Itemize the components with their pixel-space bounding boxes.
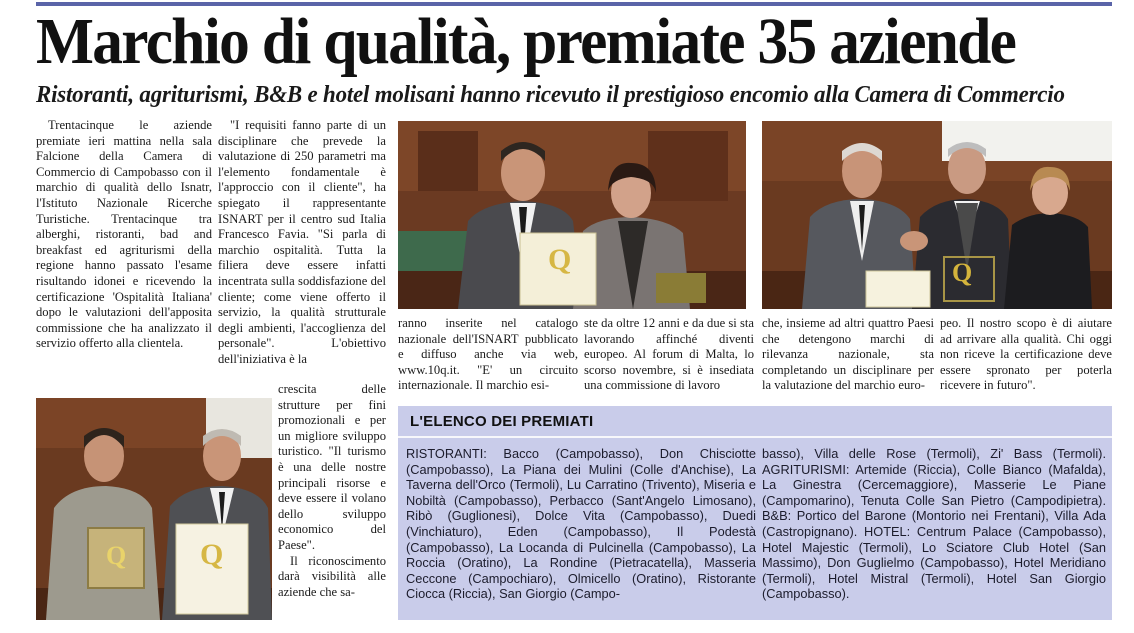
article-paragraph: "I requisiti fanno parte di un disciplinare che prevede la valutazione di 250 parametri ma l'elemento fondamentale è l'approccio con il cliente", ha spiegato il rappresentante ISNART per il centro sud Italia Francesco Favia. "Si parla di marchio ospitalità. Tutta la filiera deve essere infatti incentrata sulla soddisfazione del cliente; come viene offerto il servizio, la qualità strutturale degli ambienti, l'accoglienza del personale". L'obiettivo dell'iniziativa è la [218,118,386,366]
article-paragraph: peo. Il nostro scopo è di aiutare ad arrivare alla qualità. Chi oggi non riceve la certificazione deve essere spronato per poterla ricevere in futuro". [940,316,1112,393]
article-column-6 [940,316,1112,398]
article-column-5 [762,316,934,398]
photo-award-ceremony-3 [36,398,272,620]
winners-list-column-1: RISTORANTI: Bacco (Campobasso), Don Chisciotte (Campobasso), La Piana dei Mulini (Colle d'Anchise), La Taverna dell'Orco (Termoli), Lu Carratino (Trivento), Miseria e Nobiltà (Campobasso), Perbacco (Sant'Angelo Limosano), Ribò (Guglionesi), Dolce Vita (Campobasso), Duedi (Vinchiaturo), Eden (Campobasso), Il Podestà (Campobasso), La Locanda di Pulcinella (Campobasso), La Roccia (Oratino), La Rondine (Pietracatella), Masseria Ceccone (Campochiaro), Olmicello (Oratino), Ristorante Ciocca (Riccia), San Giorgio (Campo- [406,446,756,602]
plaque-logo: Q [106,541,127,570]
photo-award-ceremony-1 [398,121,746,309]
article-paragraph: ranno inserite nel catalogo nazionale dell'ISNART pubblicato e diffuso anche via web, www.10q.it. "E' un circuito internazionale. Il marchio esi- [398,316,578,393]
article-column-3 [398,316,578,398]
article-column-2-continued [278,382,386,622]
photo-award-ceremony-2 [762,121,1112,309]
article-paragraph: che, insieme ad altri quattro Paesi che detengono marchi di rilevanza nazionale, sta completando un disciplinare per la valutazione del marchio euro- [762,316,934,393]
article-column-2 [218,118,386,398]
subheadline: Ristoranti, agriturismi, B&B e hotel molisani hanno ricevuto il prestigioso encomio alla Camera di Commercio [36,82,1065,108]
winners-box-divider [398,436,1112,438]
article-paragraph: crescita delle strutture per fini promozionali e per un migliore sviluppo turistico. "Il turismo è una delle nostre principali risorse e deve essere il volano dello sviluppo economico del Paese". [278,382,386,552]
headline: Marchio di qualità, premiate 35 aziende [36,5,1016,78]
winners-list-column-2: basso), Villa delle Rose (Termoli), Zi' Bass (Termoli). AGRITURISMI: Artemide (Riccia), Colle Bianco (Mafalda), La Ginestra (Cercemaggiore), Masserie Le Piane (Campomarino), Tenuta Colle San Pietro (Campodipietra). B&B: Portico del Barone (Montorio nei Frentani), Villa Ada (Castropignano). HOTEL: Centrum Palace (Campobasso), Hotel Majestic (Termoli), Lo Sciatore Club Hotel (San Massimo), Don Guglielmo (Campobasso), Hotel Meridiano (Termoli), Hotel Mistral (Termoli), Hotel San Giorgio (Campobasso). [762,446,1106,602]
article-column-4 [584,316,754,398]
plaque-logo: Q [200,538,224,571]
article-paragraph: Trentacinque le aziende premiate ieri mattina nella sala Falcione della Camera di Commercio di Campobasso con il marchio di qualità dello Isnatr, l'Istituto Nazionale Ricerche Turistiche. Trentacinque tra alberghi, ristoranti, bad and breakfast ed agriturismi della regione hanno passato l'esame risultando idonei e ricevendo la certificazione 'Ospitalità Italiana' dopo le valutazioni dell'apposita commissione che ha analizzato il servizio offerto alla clientela. [36,118,212,351]
article-paragraph: Il riconoscimento darà visibilità alle aziende che sa- [278,553,386,599]
article-column-1 [36,118,212,386]
plaque-logo: Q [548,243,572,276]
winners-box-title: L'ELENCO DEI PREMIATI [410,413,594,430]
plaque-logo: Q [952,258,973,287]
article-paragraph: ste da oltre 12 anni e da due si sta lavorando affinché diventi europeo. Al forum di Malta, lo scorso novembre, si è insediata una commissione di lavoro [584,316,754,393]
